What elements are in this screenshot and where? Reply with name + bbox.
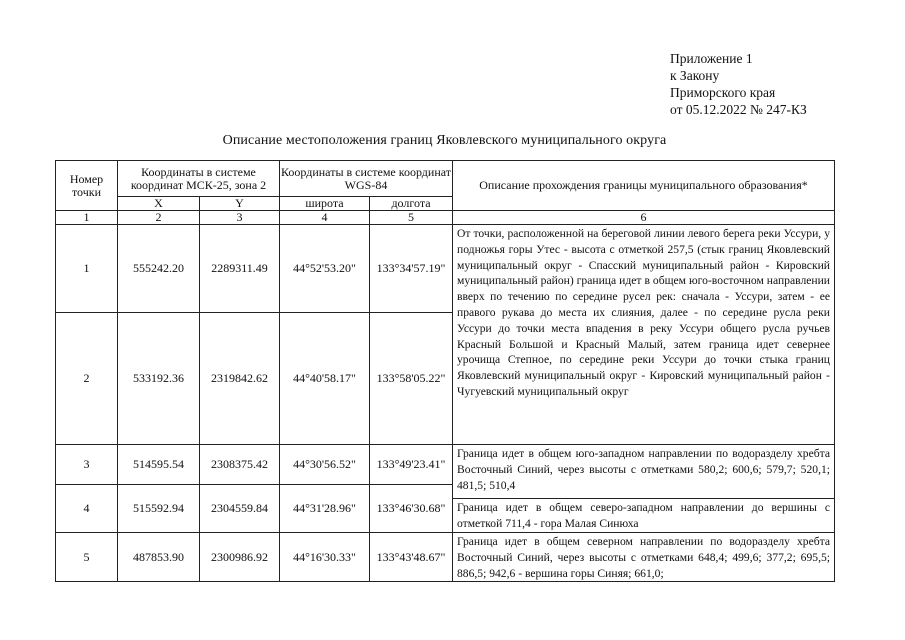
cell-lon: 133°58'05.22" xyxy=(370,313,453,445)
appendix-block xyxy=(670,50,807,118)
appendix-line: Приморского края xyxy=(670,85,776,100)
table-row xyxy=(56,533,835,582)
appendix-line: Приложение 1 xyxy=(670,51,753,66)
cell-lat: 44°16'30.33" xyxy=(280,533,370,582)
cell-y: 2304559.84 xyxy=(200,485,280,533)
cell-lat: 44°52'53.20" xyxy=(280,225,370,313)
cell-lat: 44°30'56.52" xyxy=(280,445,370,485)
cell-description: Граница идет в общем северном направлении по водоразделу хребта Восточный Синий, через высоты с отметками 648,4; 499,6; 377,2; 695,5; 886,5; 942,6 - вершина горы Синяя; 661,0; xyxy=(453,533,835,582)
cell-x: 533192.36 xyxy=(118,313,200,445)
cell-x: 487853.90 xyxy=(118,533,200,582)
cell-description: Граница идет в общем северо-западном направлении до вершины с отметкой 711,4 - гора Малая Синюха xyxy=(453,499,835,533)
cell-y: 2319842.62 xyxy=(200,313,280,445)
appendix-line: к Закону xyxy=(670,68,720,83)
column-number: 6 xyxy=(453,211,835,225)
cell-y: 2300986.92 xyxy=(200,533,280,582)
column-number: 5 xyxy=(370,211,453,225)
column-number: 4 xyxy=(280,211,370,225)
cell-description: От точки, расположенной на береговой линии левого берега реки Уссури, у подножья горы Утес - высота с отметкой 257,5 (стык границ Яковлевский муниципальный округ - Спасский муниципальный район - Кировский муниципальный район) граница идет в общем юго-восточном направлении вверх по течению по середине русел рек: сначала - Уссури, затем - ее правого рукава до места их слияния, далее - по середине русла реки Уссури до точки места впадения в реку Уссури общего русла ручьев Красный Большой и Красный Малый, затем граница идет севернее урочища Степное, по середине реки Уссури до точки стыка границ Яковлевский муниципальный округ - Кировский муниципальный район - Чугуевский муниципальный округ xyxy=(453,225,835,445)
cell-lon: 133°34'57.19" xyxy=(370,225,453,313)
appendix-line: от 05.12.2022 № 247-КЗ xyxy=(670,102,807,117)
boundary-table xyxy=(55,160,835,582)
cell-lon: 133°49'23.41" xyxy=(370,445,453,485)
header-row xyxy=(56,161,835,197)
header-x: X xyxy=(118,197,200,211)
cell-point: 4 xyxy=(56,485,118,533)
cell-point: 1 xyxy=(56,225,118,313)
header-msk-group: Координаты в системе координат МСК-25, зона 2 xyxy=(118,161,280,197)
cell-x: 515592.94 xyxy=(118,485,200,533)
cell-lon: 133°43'48.67" xyxy=(370,533,453,582)
cell-lon: 133°46'30.68" xyxy=(370,485,453,533)
document-title-text: Описание местоположения границ Яковлевского муниципального округа xyxy=(222,133,667,148)
header-y: Y xyxy=(200,197,280,211)
column-number: 3 xyxy=(200,211,280,225)
document-title xyxy=(0,133,905,149)
header-lat: широта xyxy=(280,197,370,211)
cell-lat: 44°40'58.17" xyxy=(280,313,370,445)
cell-point: 2 xyxy=(56,313,118,445)
cell-y: 2289311.49 xyxy=(200,225,280,313)
table-row xyxy=(56,445,835,461)
cell-point: 5 xyxy=(56,533,118,582)
column-number: 2 xyxy=(118,211,200,225)
header-lon: долгота xyxy=(370,197,453,211)
table-row xyxy=(56,225,835,313)
cell-x: 555242.20 xyxy=(118,225,200,313)
header-description: Описание прохождения границы муниципального образования* xyxy=(453,161,835,211)
header-point-no: Номер точки xyxy=(56,161,118,211)
cell-x: 514595.54 xyxy=(118,445,200,485)
column-number: 1 xyxy=(56,211,118,225)
cell-lat: 44°31'28.96" xyxy=(280,485,370,533)
cell-point: 3 xyxy=(56,445,118,485)
column-number-row xyxy=(56,211,835,225)
cell-description: Граница идет в общем юго-западном направлении по водоразделу хребта Восточный Синий, через высоты с отметками 580,2; 600,6; 579,7; 520,1; 481,5; 510,4 xyxy=(453,445,835,499)
header-wgs-group: Координаты в системе координат WGS-84 xyxy=(280,161,453,197)
cell-y: 2308375.42 xyxy=(200,445,280,485)
